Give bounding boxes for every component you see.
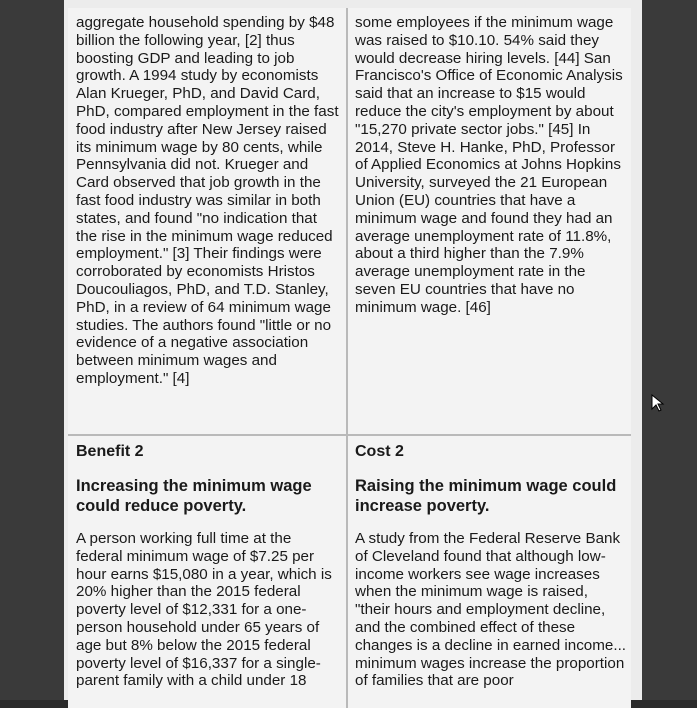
- cost-1-continued-text: some employees if the minimum wage was raised to $10.10. 54% said they would decrease hiring levels. [44] San Francisco's Office of Economic Analysis said that an increase to $15 would reduce the city's employment by about "15,270 private sector jobs." [45] In 2014, Steve H. Hanke, PhD, Professor of Applied Economics at Johns Hopkins University, surveyed the 21 European Union (EU) countries that have a minimum wage and found they had an average unemployment rate of 11.8%, about a third higher than the 7.9% average unemployment rate in the seven EU countries that have no minimum wage. [46]: [355, 14, 623, 316]
- comparison-table: [68, 8, 631, 708]
- cost-2-label: Cost 2: [355, 443, 404, 460]
- cost-2-headline: Raising the minimum wage could increase poverty.: [355, 477, 617, 515]
- benefit-2-cell: [68, 436, 347, 708]
- benefit-1-continued-text: aggregate household spending by $48 billion the following year, [2] thus boosting GDP and leading to job growth. A 1994 study by economists Alan Krueger, PhD, and David Card, PhD, compared employment in the fast food industry after New Jersey raised its minimum wage by 80 cents, while Pennsylvania did not. Krueger and Card observed that job growth in the fast food industry was similar in both states, and found "no indication that the rise in the minimum wage reduced employment." [3] Their findings were corroborated by economists Hristos Doucouliagos, PhD, and T.D. Stanley, PhD, in a review of 64 minimum wage studies. The authors found "little or no evidence of a negative association between minimum wages and employment." [4]: [76, 14, 339, 387]
- cost-2-text: A study from the Federal Reserve Bank of Cleveland found that although low-income workers see wage increases when the minimum wage is raised, "their hours and employment decline, and the combined effect of these changes is a decline in earned income... minimum wages increase the proportion of families that are poor: [355, 530, 627, 690]
- benefit-2-text: A person working full time at the federal minimum wage of $7.25 per hour earns $15,080 in a year, which is 20% higher than the 2015 federal poverty level of $12,331 for a one-person household under 65 years of age but 8% below the 2015 federal poverty level of $16,337 for a single-parent family with a child under 18: [76, 530, 332, 690]
- benefit-2-label: Benefit 2: [76, 443, 144, 460]
- mouse-pointer-icon: [651, 394, 665, 412]
- cost-2-cell: [348, 436, 631, 708]
- benefit-2-headline: Increasing the minimum wage could reduce poverty.: [76, 477, 312, 515]
